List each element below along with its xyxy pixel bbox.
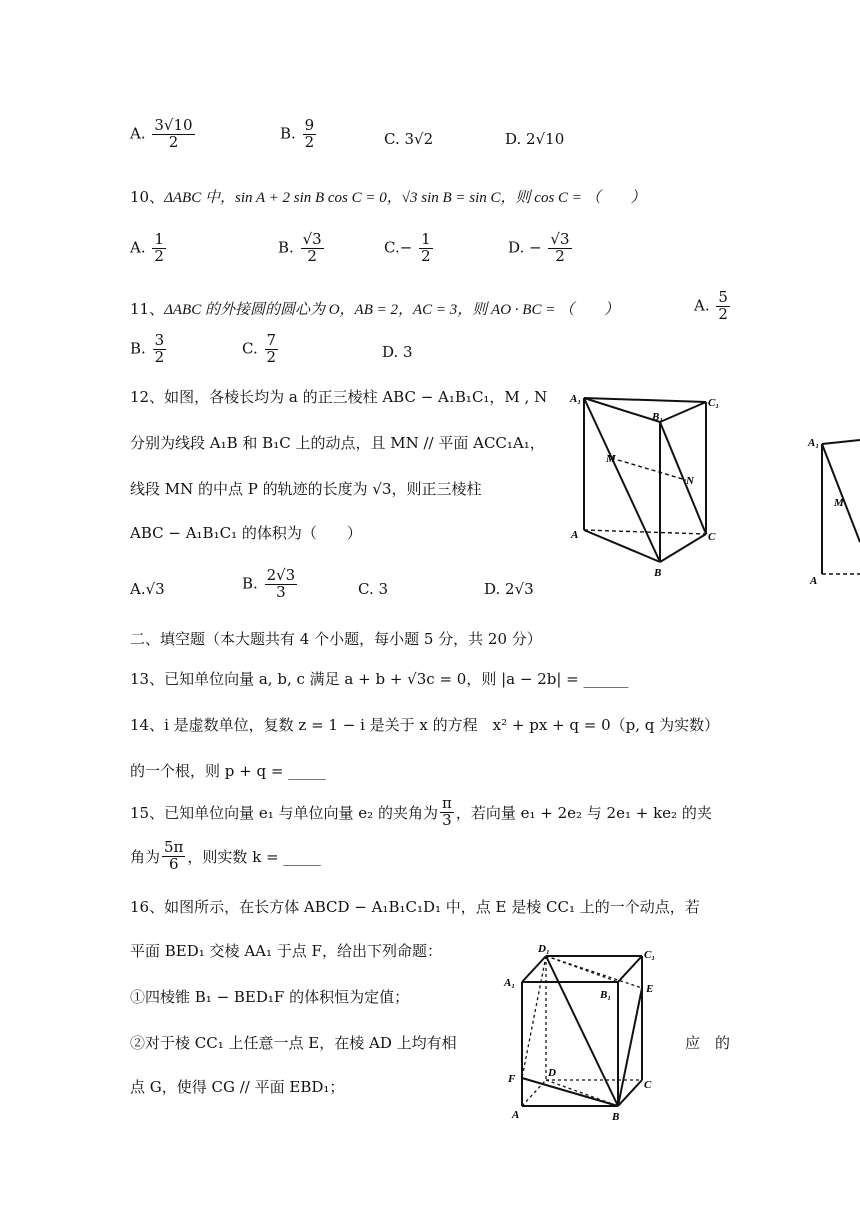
q13: 13、已知单位向量 a, b, c 满足 a + b + √3c = 0，则 |a − 2b| = ______ (130, 670, 629, 688)
q11-option-c: C. $\frac{7}{2}$ (242, 331, 277, 366)
prism-figure (568, 388, 728, 578)
cuboid-label-c1: C₁ (644, 949, 656, 961)
q9-option-b: B. $\frac{9}{2}$ (280, 116, 315, 151)
q12-line-1: 12、如图，各棱长均为 a 的正三棱柱 ABC − A₁B₁C₁，M , N (130, 388, 548, 406)
cuboid-label-c: C (644, 1079, 652, 1091)
q15-line-1: 15、 已知单位向量 e₁ 与单位向量 e₂ 的夹角为 $\frac{\pi}{3}$ ，若向量 e₁ + 2e₂ 与 2e₁ + ke₂ 的夹 (130, 794, 712, 829)
cuboid-label-b1: B₁ (600, 989, 612, 1001)
q10-option-b: B. $\frac{√3}{2}$ (278, 230, 322, 265)
q9-option-d: D. 2√10 (505, 130, 565, 148)
q16-prop-1: ①四棱锥 B₁ − BED₁F 的体积恒为定值； (130, 988, 410, 1006)
cropped-figure-fragment (806, 432, 860, 592)
cuboid-figure (502, 942, 662, 1124)
q12-line-2: 分别为线段 A₁B 和 B₁C 上的动点，且 MN // 平面 ACC₁A₁， (130, 434, 545, 452)
cuboid-label-e: E (646, 983, 654, 995)
q16-prop-2-tail: 应 的 (685, 1034, 731, 1052)
fragment-label-m: M (834, 497, 844, 509)
q10-option-d: D. − $\frac{√3}{2}$ (508, 230, 570, 265)
q14-line-2: 的一个根，则 p + q = _____ (130, 762, 326, 780)
prism-label-b1: B₁ (652, 411, 664, 423)
q16-line-2: 平面 BED₁ 交棱 AA₁ 于点 F，给出下列命题： (130, 942, 442, 960)
q14-line-1: 14、i 是虚数单位，复数 z = 1 − i 是关于 x 的方程 x² + px + q = 0（p, q 为实数） (130, 716, 720, 734)
q11-option-b: B. $\frac{3}{2}$ (130, 331, 165, 366)
q10-option-a: A. $\frac{1}{2}$ (130, 230, 164, 265)
q12-line-3: 线段 MN 的中点 P 的轨迹的长度为 √3，则正三棱柱 (130, 480, 482, 498)
cuboid-label-a: A (512, 1109, 520, 1121)
q16-prop-2-line-2: 点 G，使得 CG // 平面 EBD₁； (130, 1078, 345, 1096)
section-2-heading: 二、填空题（本大题共有 4 个小题，每小题 5 分，共 20 分） (130, 630, 542, 648)
q11-stem: 11、ΔABC 的外接圆的圆心为 O，AB = 2，AC = 3，则 AO · BC = （ ） (130, 300, 620, 318)
prism-label-a: A (571, 529, 579, 541)
prism-label-c: C (708, 531, 716, 543)
q12-option-d: D. 2√3 (484, 580, 534, 598)
prism-label-a1: A₁ (570, 393, 582, 405)
q9-option-a: A. $\frac{3√10}{2}$ (130, 116, 193, 151)
q9-option-c: C. 3√2 (384, 130, 434, 148)
prism-label-n: N (686, 475, 694, 487)
q12-option-c: C. 3 (358, 580, 389, 598)
prism-label-b: B (654, 567, 662, 578)
q16-line-1: 16、如图所示，在长方体 ABCD − A₁B₁C₁D₁ 中，点 E 是棱 CC₁ 上的一个动点，若 (130, 898, 700, 916)
prism-label-m: M (606, 453, 616, 465)
cuboid-label-f: F (508, 1073, 516, 1085)
fragment-label-a1: A₁ (808, 437, 820, 449)
cuboid-label-d: D (548, 1067, 556, 1079)
q11-option-d: D. 3 (382, 343, 413, 361)
q12-option-b: B. $\frac{2√3}{3}$ (242, 566, 296, 601)
cuboid-label-b: B (612, 1111, 620, 1123)
prism-label-c1: C₁ (708, 397, 720, 409)
cuboid-label-a1: A₁ (504, 977, 516, 989)
q15-line-2: 角为 $\frac{5\pi}{6}$ ，则实数 k = _____ (130, 838, 321, 873)
q12-option-a: A.√3 (130, 580, 165, 598)
fragment-label-a: A (810, 575, 818, 587)
q11-option-a: A. $\frac{5}{2}$ (694, 288, 728, 323)
q16-prop-2: ②对于棱 CC₁ 上任意一点 E，在棱 AD 上均有相 (130, 1034, 457, 1052)
q10-option-c: C.− $\frac{1}{2}$ (384, 230, 431, 265)
q10-stem: 10、ΔABC 中，sin A + 2 sin B cos C = 0，√3 sin B = sin C，则 cos C = （ ） (130, 188, 646, 206)
cuboid-label-d1: D₁ (538, 943, 550, 955)
q12-line-4: ABC − A₁B₁C₁ 的体积为（ ） (130, 524, 362, 542)
